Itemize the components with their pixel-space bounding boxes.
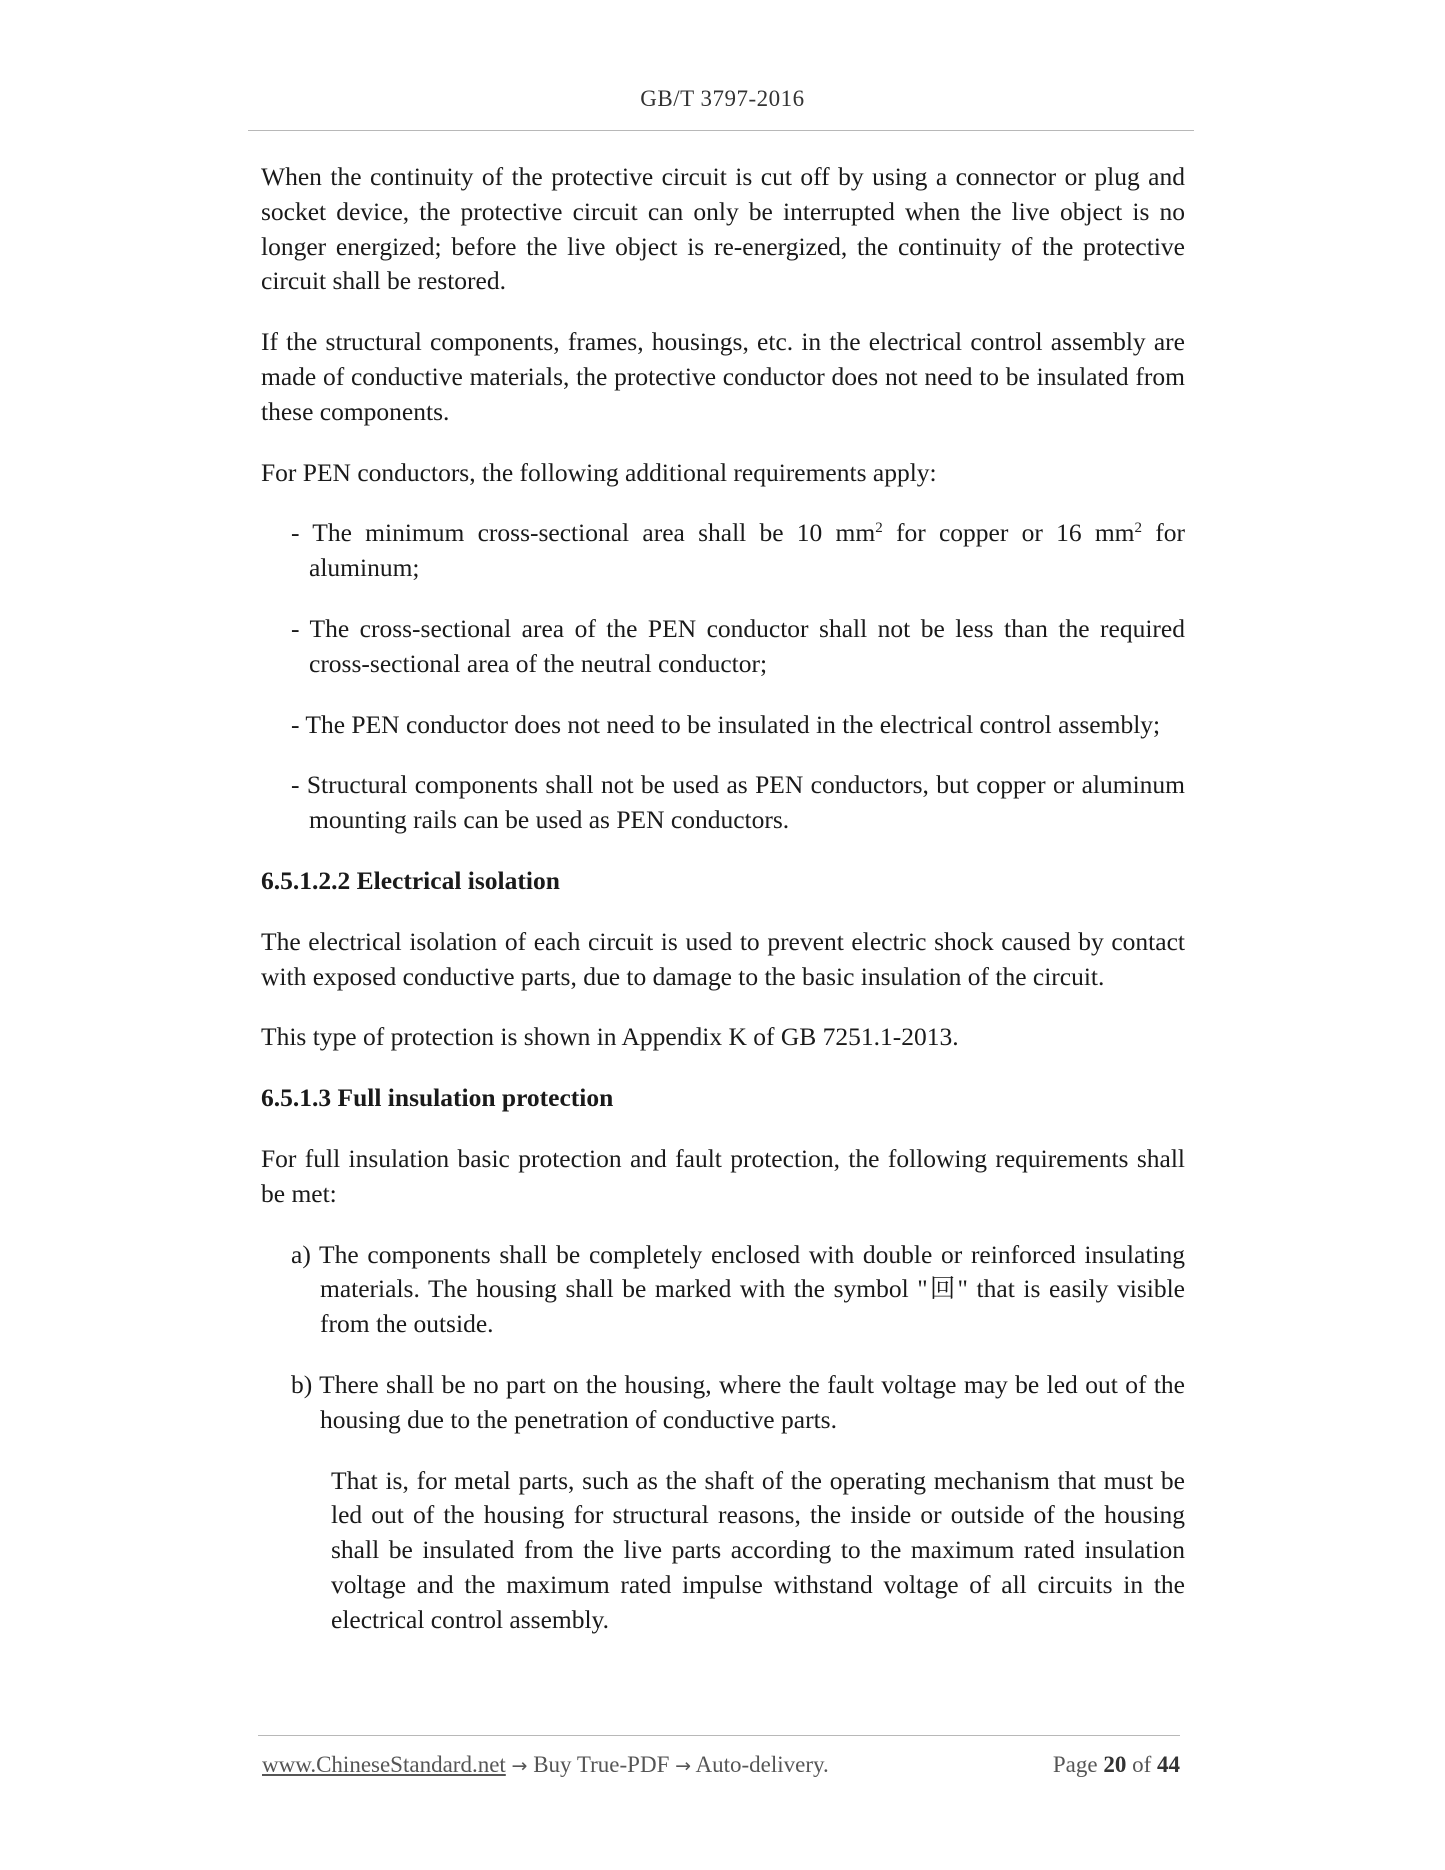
list-item-min-cross-section [291,516,1185,586]
paragraph-metal-parts: That is, for metal parts, such as the shaft of the operating mechanism that must be led out of the housing for structural reasons, the inside or outside of the housing shall be insulated from the live parts according to the maximum rated insulation voltage and the maximum rated impulse withstand voltage of all circuits in the electrical control assembly. [331,1465,1185,1634]
current-page-number: 20 [1103,1752,1127,1777]
list-item-pen-area: - The cross-sectional area of the PEN conductor shall not be less than the required cross-sectional area of the neutral conductor; [291,613,1185,678]
total-page-count: 44 [1157,1752,1180,1777]
footer-promo [262,1752,829,1778]
superscript: 2 [1134,520,1143,537]
page-indicator [1053,1752,1180,1778]
paragraph-appendix-reference: This type of protection is shown in Appendix K of GB 7251.1-2013. [261,1022,959,1052]
list-item-a-enclosure: a) The components shall be completely enclosed with double or reinforced insulating materials. The housing shall be marked with the symbol "回" that is easily visible from the outside. [291,1239,1185,1339]
list-item-b-housing: b) There shall be no part on the housing, where the fault voltage may be led out of the housing due to the penetration of conductive parts. [291,1369,1185,1434]
buy-pdf-text: Buy True-PDF [533,1752,670,1777]
paragraph-pen-intro: For PEN conductors, the following additional requirements apply: [261,457,937,487]
auto-delivery-text: Auto-delivery. [695,1752,829,1777]
page-label: Page [1052,1752,1098,1777]
paragraph-electrical-isolation: The electrical isolation of each circuit is used to prevent electric shock caused by contact with exposed conductive parts, due to damage to the basic insulation of the circuit. [261,926,1185,991]
section-heading-full-insulation: 6.5.1.3 Full insulation protection [261,1083,614,1113]
list-item-text: - The minimum cross-sectional area shall be 10 mm [291,518,876,548]
page-header-title: GB/T 3797-2016 [640,86,805,111]
paragraph-full-insulation-intro: For full insulation basic protection and fault protection, the following requirements shall be met: [261,1143,1185,1208]
paragraph-protective-circuit-continuity: When the continuity of the protective circuit is cut off by using a connector or plug and socket device, the protective circuit can only be interrupted when the live object is no longer energized; before the live object is re-energized, the continuity of the protective circuit shall be restored. [261,162,1185,296]
paragraph-conductive-materials: If the structural components, frames, housings, etc. in the electrical control assembly are made of conductive materials, the protective conductor does not need to be insulated from these components. [261,327,1185,426]
of-label: of [1132,1752,1152,1777]
header-divider [248,130,1194,131]
list-item-structural-components: - Structural components shall not be used as PEN conductors, but copper or aluminum mounting rails can be used as PEN conductors. [291,770,1185,835]
list-item-text: for copper or 16 mm [882,518,1135,548]
section-heading-electrical-isolation: 6.5.1.2.2 Electrical isolation [261,865,560,895]
superscript: 2 [875,520,883,537]
list-item-text: for aluminum; [309,518,1185,583]
document-body [261,160,1185,1664]
site-link[interactable]: www.ChineseStandard.net [262,1752,506,1777]
footer-divider [258,1735,1180,1736]
list-item-pen-insulation: - The PEN conductor does not need to be insulated in the electrical control assembly; [291,709,1161,739]
arrow-right-icon: → [675,1755,692,1777]
arrow-right-icon: → [511,1755,528,1777]
